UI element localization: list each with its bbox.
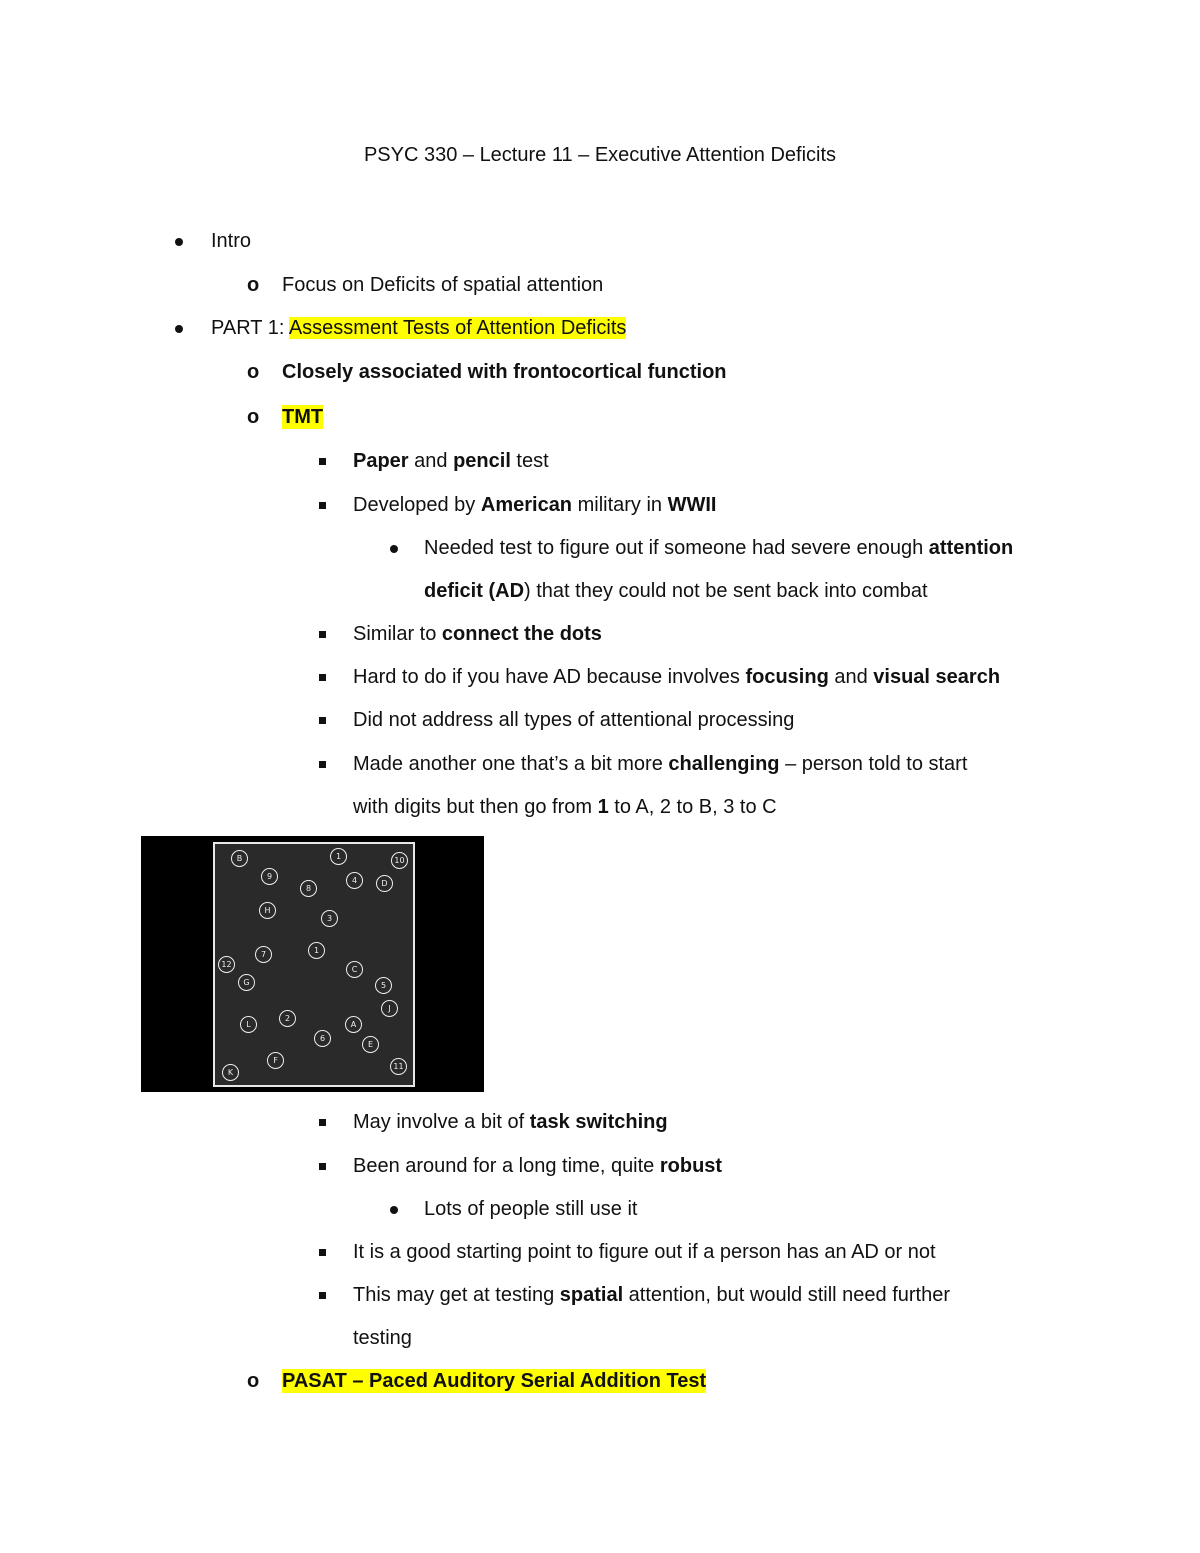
text-bold: pencil: [453, 450, 511, 472]
item-spatial-line1: [353, 1283, 950, 1307]
tmt-node: 4: [346, 872, 363, 889]
bullet-square-icon: [319, 502, 326, 509]
text: Made another one that’s a bit more: [353, 753, 669, 775]
bullet-o-icon: o: [247, 274, 260, 296]
text: Developed by: [353, 494, 481, 516]
part1-heading: Assessment Tests of Attention Deficits: [288, 317, 627, 339]
page-title: PSYC 330 – Lecture 11 – Executive Attention Deficits: [363, 144, 837, 166]
tmt-item-another-line1: [353, 752, 967, 776]
tmt-node: H: [259, 902, 276, 919]
text: and: [408, 450, 454, 472]
tmt-label: TMT: [282, 406, 324, 428]
text-bold: 1: [597, 796, 609, 818]
text: Needed test to figure out if someone had severe enough: [424, 537, 929, 559]
tmt-node: 8: [300, 880, 317, 897]
text-bold: WWII: [667, 494, 717, 516]
tmt-item-address: Did not address all types of attentional processing: [353, 709, 795, 731]
part1-prefix: PART 1:: [211, 317, 289, 339]
tmt-diagram-frame: [213, 842, 415, 1087]
text: Been around for a long time, quite: [353, 1155, 660, 1177]
bullet-square-icon: [319, 761, 326, 768]
tmt-node: 1: [330, 848, 347, 865]
tmt-item-hard: [353, 665, 1000, 689]
text: ) that they could not be sent back into combat: [524, 580, 928, 602]
part1-heading-line: [211, 316, 626, 340]
tmt-node: 9: [261, 868, 278, 885]
text-bold: (: [482, 580, 496, 602]
tmt-node: A: [345, 1016, 362, 1033]
tmt-item-developed: [353, 493, 716, 517]
text: and: [828, 666, 874, 688]
item-robust-sub: Lots of people still use it: [424, 1198, 638, 1220]
tmt-node: 3: [321, 910, 338, 927]
item-spatial-line2: testing: [353, 1327, 412, 1349]
bullet-square-icon: [319, 717, 326, 724]
text: Hard to do if you have AD because involves: [353, 666, 746, 688]
item-starting-point: It is a good starting point to figure out if a person has an AD or not: [353, 1241, 936, 1263]
bullet-square-icon: [319, 1249, 326, 1256]
text-bold: task switching: [529, 1111, 668, 1133]
bullet-square-icon: [319, 1119, 326, 1126]
tmt-node: 5: [375, 977, 392, 994]
tmt-node: F: [267, 1052, 284, 1069]
tmt-subitem-line2: [424, 579, 928, 603]
bullet-dot-icon: [175, 238, 183, 246]
tmt-node: C: [346, 961, 363, 978]
bullet-o-icon: o: [247, 406, 260, 428]
tmt-node: K: [222, 1064, 239, 1081]
text: – person told to start: [779, 753, 968, 775]
text: test: [510, 450, 549, 472]
bullet-square-icon: [319, 458, 326, 465]
tmt-node: J: [381, 1000, 398, 1017]
item-robust: [353, 1154, 722, 1178]
bullet-square-icon: [319, 674, 326, 681]
tmt-diagram-image: [141, 836, 484, 1092]
bullet-dot-icon: [390, 545, 398, 553]
bullet-square-icon: [319, 1292, 326, 1299]
text-bold: American: [480, 494, 573, 516]
bullet-square-icon: [319, 631, 326, 638]
bullet-o-icon: o: [247, 361, 260, 383]
tmt-node: 1: [308, 942, 325, 959]
tmt-subitem-line1: [424, 536, 1013, 560]
intro-sub: Focus on Deficits of spatial attention: [282, 274, 604, 296]
text-bold: AD: [495, 580, 525, 602]
text: This may get at testing: [353, 1284, 560, 1306]
bullet-dot-icon: [175, 325, 183, 333]
text: to A, 2 to B, 3 to C: [608, 796, 777, 818]
intro-label: Intro: [211, 230, 252, 252]
text-bold: attention: [928, 537, 1014, 559]
tmt-node: 7: [255, 946, 272, 963]
text-bold: visual search: [873, 666, 1001, 688]
tmt-node: 12: [218, 956, 235, 973]
tmt-node: B: [231, 850, 248, 867]
tmt-node: E: [362, 1036, 379, 1053]
text-bold: robust: [659, 1155, 723, 1177]
tmt-item-another-line2: [353, 795, 777, 819]
text-bold: deficit: [424, 580, 483, 602]
bullet-dot-icon: [390, 1206, 398, 1214]
tmt-node: D: [376, 875, 393, 892]
text-bold: Paper: [353, 450, 409, 472]
text-bold: connect the dots: [441, 623, 602, 645]
text-bold: spatial: [559, 1284, 624, 1306]
bullet-o-icon: o: [247, 1370, 260, 1392]
tmt-item-similar: [353, 622, 602, 646]
tmt-node: 10: [391, 852, 408, 869]
item-task-switching: [353, 1110, 668, 1134]
tmt-node: 11: [390, 1058, 407, 1075]
text-bold: challenging: [668, 753, 780, 775]
part1-point1: Closely associated with frontocortical function: [282, 361, 727, 383]
bullet-square-icon: [319, 1163, 326, 1170]
text: Similar to: [353, 623, 442, 645]
text-bold: focusing: [745, 666, 829, 688]
text: military in: [572, 494, 668, 516]
tmt-node: 2: [279, 1010, 296, 1027]
text: May involve a bit of: [353, 1111, 530, 1133]
tmt-item-paper: [353, 449, 549, 473]
text: with digits but then go from: [353, 796, 598, 818]
tmt-node: 6: [314, 1030, 331, 1047]
pasat-heading: PASAT – Paced Auditory Serial Addition Test: [282, 1370, 707, 1392]
tmt-node: L: [240, 1016, 257, 1033]
tmt-node: G: [238, 974, 255, 991]
text: attention, but would still need further: [623, 1284, 950, 1306]
